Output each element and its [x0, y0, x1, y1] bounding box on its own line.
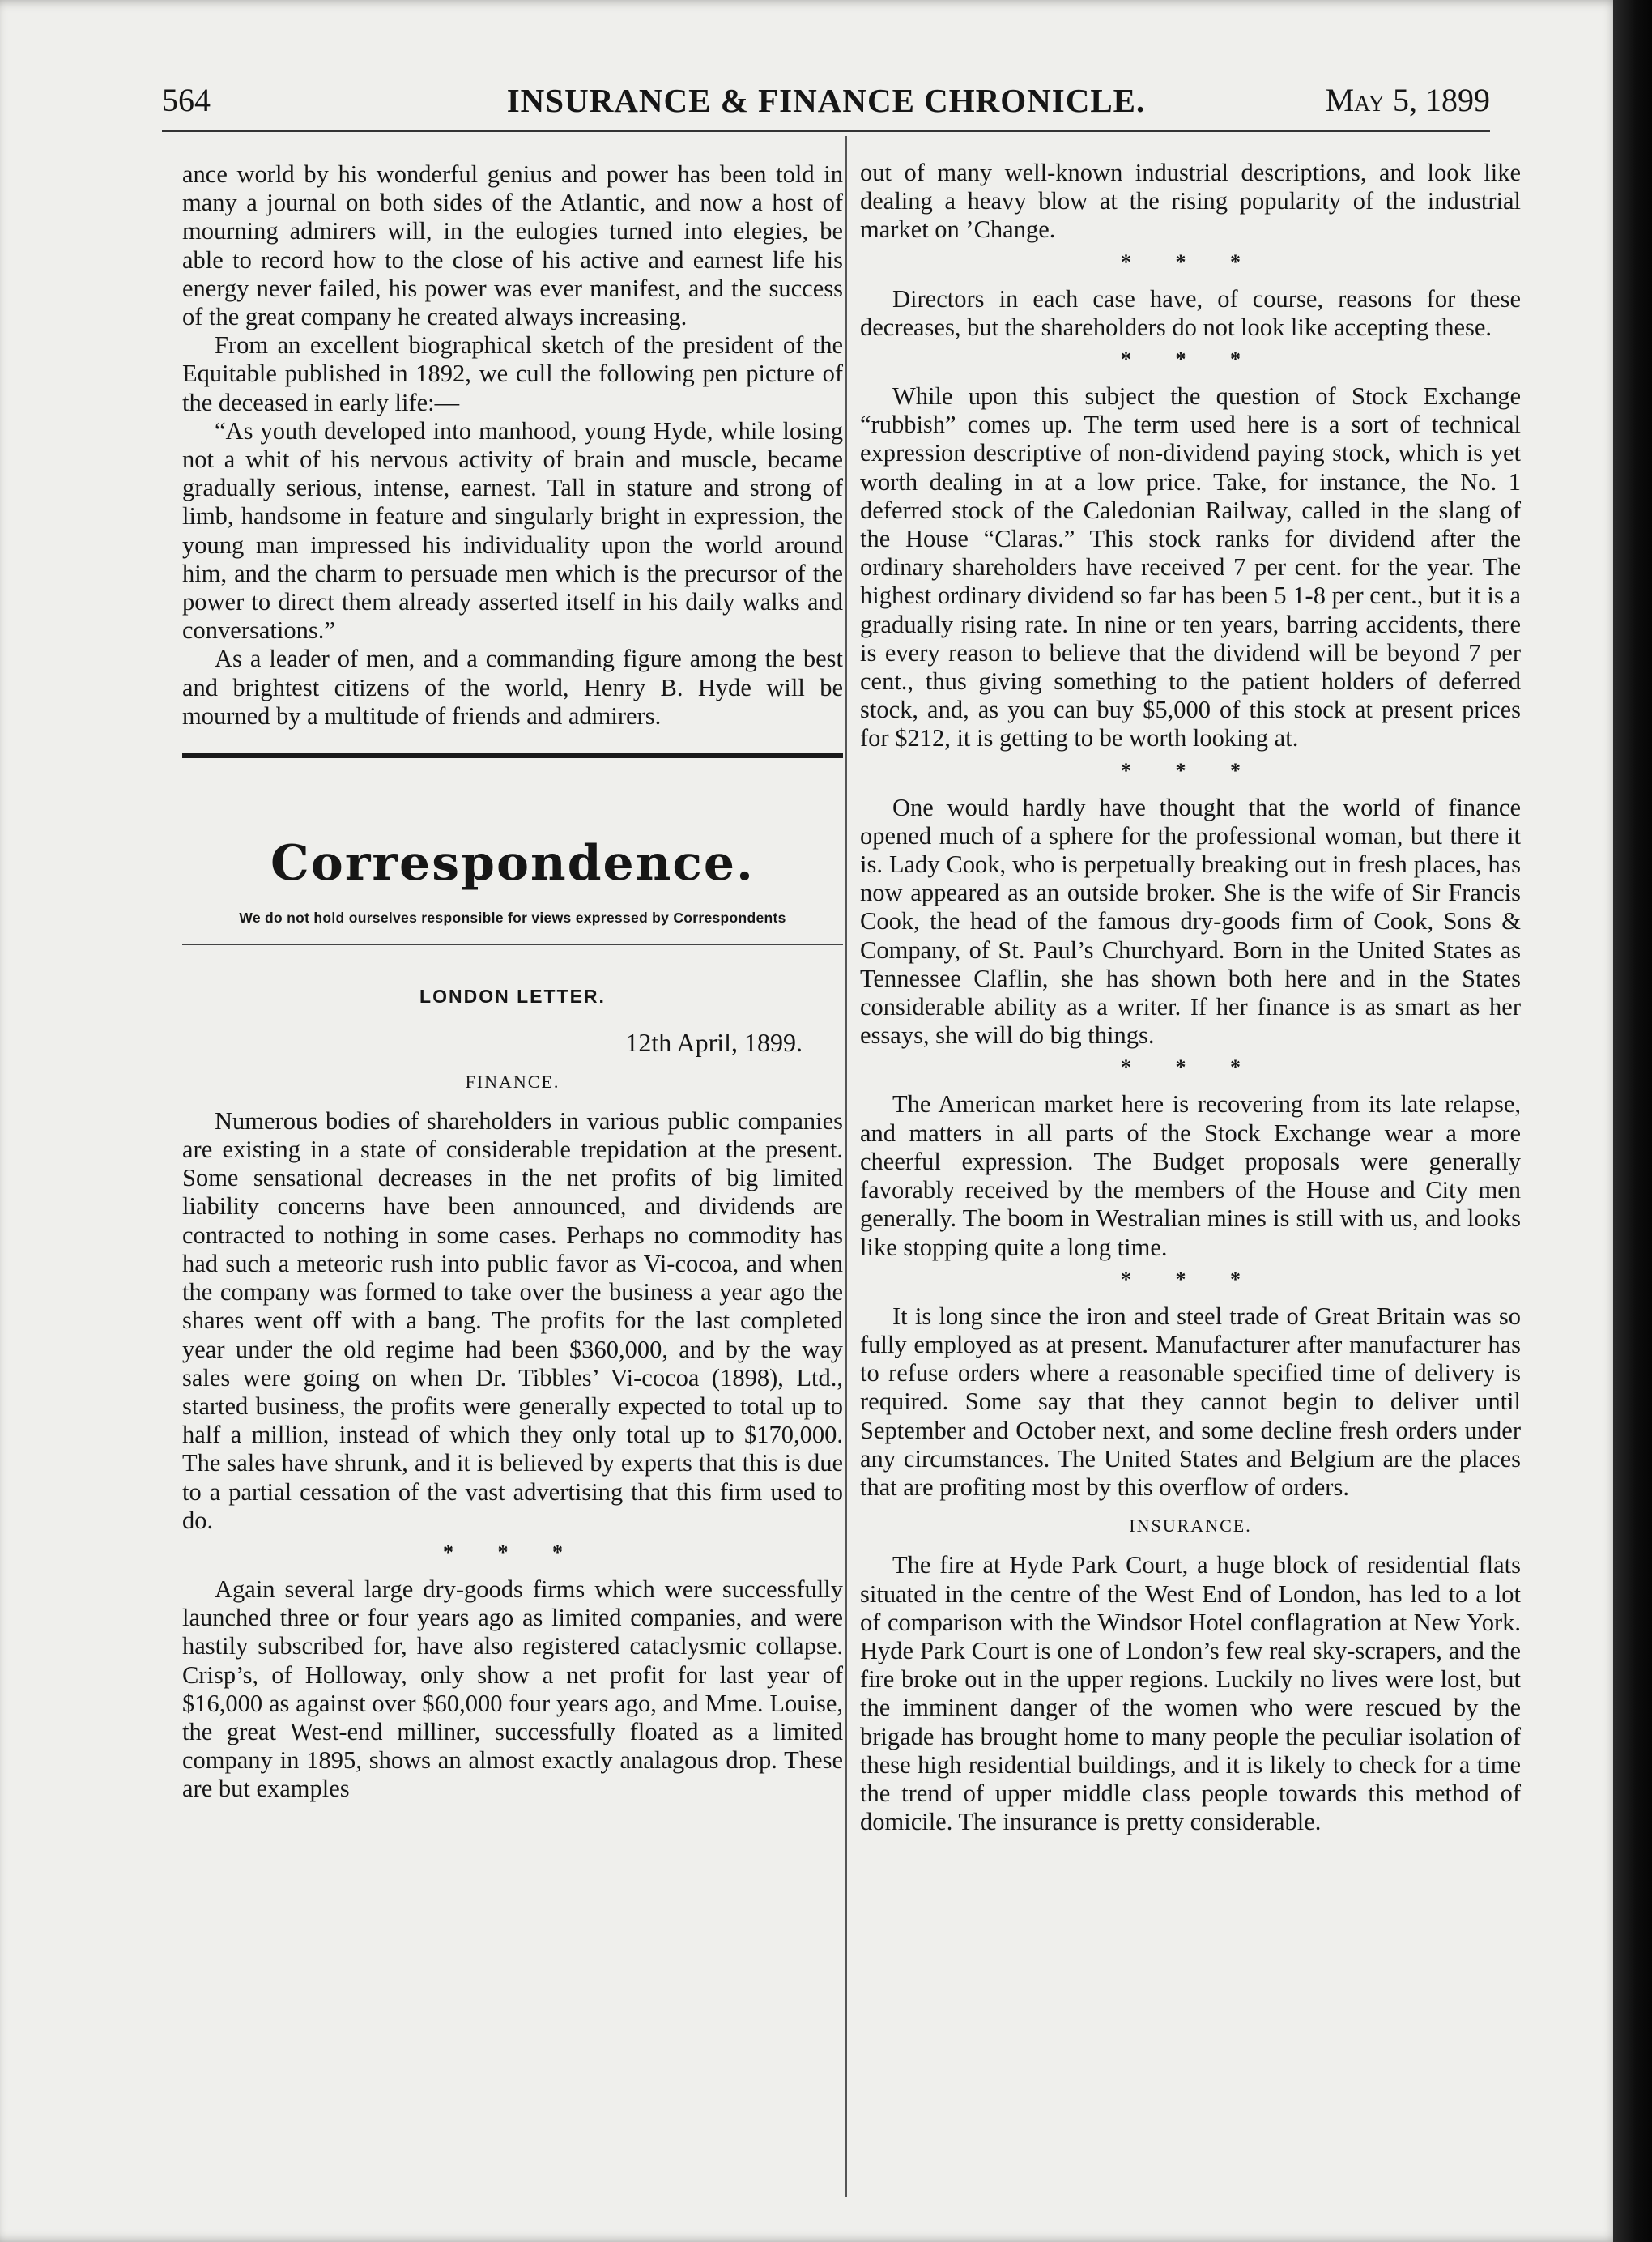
article-paragraph: out of many well-known industrial descriptions, and look like dealing a heavy blow at the rising popularity of the industrial market on ’Change. — [860, 159, 1521, 244]
stars-separator: * * * — [1121, 1055, 1260, 1080]
article-paragraph: The American market here is recovering from its late relapse, and matters in all parts of the Stock Exchange wear a more cheerful expression. The Budget proposals were generally favorably received by the members of the House and City men generally. The boom in Westralian mines is still with us, and looks like stopping quite a long time. — [860, 1090, 1521, 1261]
stars-separator: * * * — [1121, 758, 1260, 782]
article-paragraph: ance world by his wonderful genius and power has been told in many a journal on both sides of the Atlantic, and now a host of mourning admirers will, in the eulogies turned into elegies, be able to record how to the close of his active and earnest life his energy never failed, his power was ever manifest, and the success of the great company he created always increasing. — [182, 160, 843, 331]
section-heading-insurance: INSURANCE. — [1129, 1515, 1252, 1537]
left-column — [182, 160, 843, 1804]
stars-separator: * * * — [1121, 347, 1260, 372]
article-paragraph: One would hardly have thought that the world of finance opened much of a sphere for the professional woman, but there it is. Lady Cook, who is perpetually breaking out in fresh places, has now appeared as an outside broker. She is the wife of Sir Francis Cook, the head of the famous dry-goods firm of Cook, Sons & Company, of St. Paul’s Churchyard. Born in the United States as Tennessee Claflin, she has shown both here and in the States considerable ability as a writer. If her finance is as smart as her essays, she will do big things. — [860, 793, 1521, 1050]
section-divider — [182, 753, 843, 758]
article-paragraph: From an excellent biographical sketch of the president of the Equitable published in 1892, we cull the following pen picture of the deceased in early life:— — [182, 331, 843, 416]
section-heading-finance: FINANCE. — [465, 1071, 560, 1092]
article-paragraph: While upon this subject the question of Stock Exchange “rubbish” comes up. The term used here is a sort of technical expression descriptive of non-dividend paying stock, which is yet worth dealing in at a low price. Take, for instance, the No. 1 deferred stock of the Caledonian Railway, called in the slang of the House “Claras.” This stock ranks for dividend after the ordinary shareholders have received 7 per cent. for the year. The highest ordinary dividend so far has been 5 1-8 per cent., but it is a gradually rising rate. In nine or ten years, barring accidents, there is every reason to believe that the dividend will be beyond 7 per cent., thus giving something to the patient holders of deferred stock, and, as you can buy $5,000 of this stock at present prices for $212, it is getting to be worth looking at. — [860, 382, 1521, 752]
column-divider — [845, 136, 847, 2197]
page-number: 564 — [162, 82, 211, 118]
article-paragraph: Numerous bodies of shareholders in various public companies are existing in a state of considerable trepidation at the present. Some sensational decreases in the net profits of big limited liability concerns have been announced, and dividends are contracted to nothing in some cases. Perhaps no commodity has had such a meteoric rush into public favor as Vi-cocoa, and when the company was formed to take over the business a year ago the shares went off with a bang. The profits for the last completed year under the old regime had been $360,000, and by the way sales were going on when Dr. Tibbles’ Vi-cocoa (1898), Ltd., started business, the profits were generally expected to total up to half a million, instead of which they only total up to $170,000. The sales have shrunk, and it is believed by experts that this is due to a partial cessation of the vast advertising that this firm used to do. — [182, 1106, 843, 1534]
header-rule — [162, 130, 1490, 132]
article-paragraph: The fire at Hyde Park Court, a huge block of residential flats situated in the centre of the West End of London, has led to a lot of comparison with the Windsor Hotel conflagration at New York. Hyde Park Court is one of London’s few real sky-scrapers, and the fire broke out in the upper regions. Luckily no lives were lost, but the imminent danger of the women who were rescued by the brigade has brought home to many people the peculiar isolation of these high residential buildings, and it is likely to check for a time the trend of upper middle class people towards this method of domicile. The insurance is pretty considerable. — [860, 1551, 1521, 1836]
stars-separator: * * * — [443, 1540, 582, 1564]
stars-separator: * * * — [1121, 1267, 1260, 1291]
letter-title: LONDON LETTER. — [419, 986, 606, 1008]
right-column — [860, 159, 1521, 1836]
publication-title: INSURANCE & FINANCE CHRONICLE. — [506, 82, 1146, 119]
page-header — [162, 81, 1490, 130]
article-paragraph: Again several large dry-goods firms which were successfully launched three or four years ago as limited companies, and were hastily subscribed for, have also registered cataclysmic collapse. Crisp’s, of Holloway, only show a net profit for last year of $16,000 as against over $60,000 four years ago, and Mme. Louise, the great West-end milliner, successfully floated as a limited company in 1895, shows an almost exactly analagous drop. These are but examples — [182, 1575, 843, 1803]
letter-date: 12th April, 1899. — [625, 1028, 803, 1058]
issue-date: May 5, 1899 — [1325, 82, 1490, 118]
disclaimer-rule — [182, 944, 843, 945]
correspondence-heading: Correspondence. — [270, 835, 755, 893]
article-paragraph: It is long since the iron and steel trade of Great Britain was so fully employed as at present. Manufacturer after manufacturer has to refuse orders where a reasonable specified time of delivery is required. Some say that they cannot begin to deliver until September and October next, and some decline fresh orders under any circumstances. The United States and Belgium are the places that are profiting most by this overflow of orders. — [860, 1302, 1521, 1501]
stars-separator: * * * — [1121, 249, 1260, 274]
article-paragraph: As a leader of men, and a commanding figure among the best and brightest citizens of the world, Henry B. Hyde will be mourned by a multitude of friends and admirers. — [182, 645, 843, 730]
binding-spine — [1613, 0, 1652, 2242]
correspondence-disclaimer: We do not hold ourselves responsible for views expressed by Correspondents — [239, 910, 786, 927]
quote-paragraph: “As youth developed into manhood, young Hyde, while losing not a whit of his nervous activity of brain and muscle, became gradually serious, intense, earnest. Tall in stature and strong of limb, handsome in feature and singularly bright in expression, the young man impressed his individuality upon the world around him, and the charm to persuade men which is the precursor of the power to direct them already asserted itself in his daily walks and conversations.” — [182, 416, 843, 645]
article-paragraph: Directors in each case have, of course, reasons for these decreases, but the shareholders do not look like accepting these. — [860, 284, 1521, 341]
